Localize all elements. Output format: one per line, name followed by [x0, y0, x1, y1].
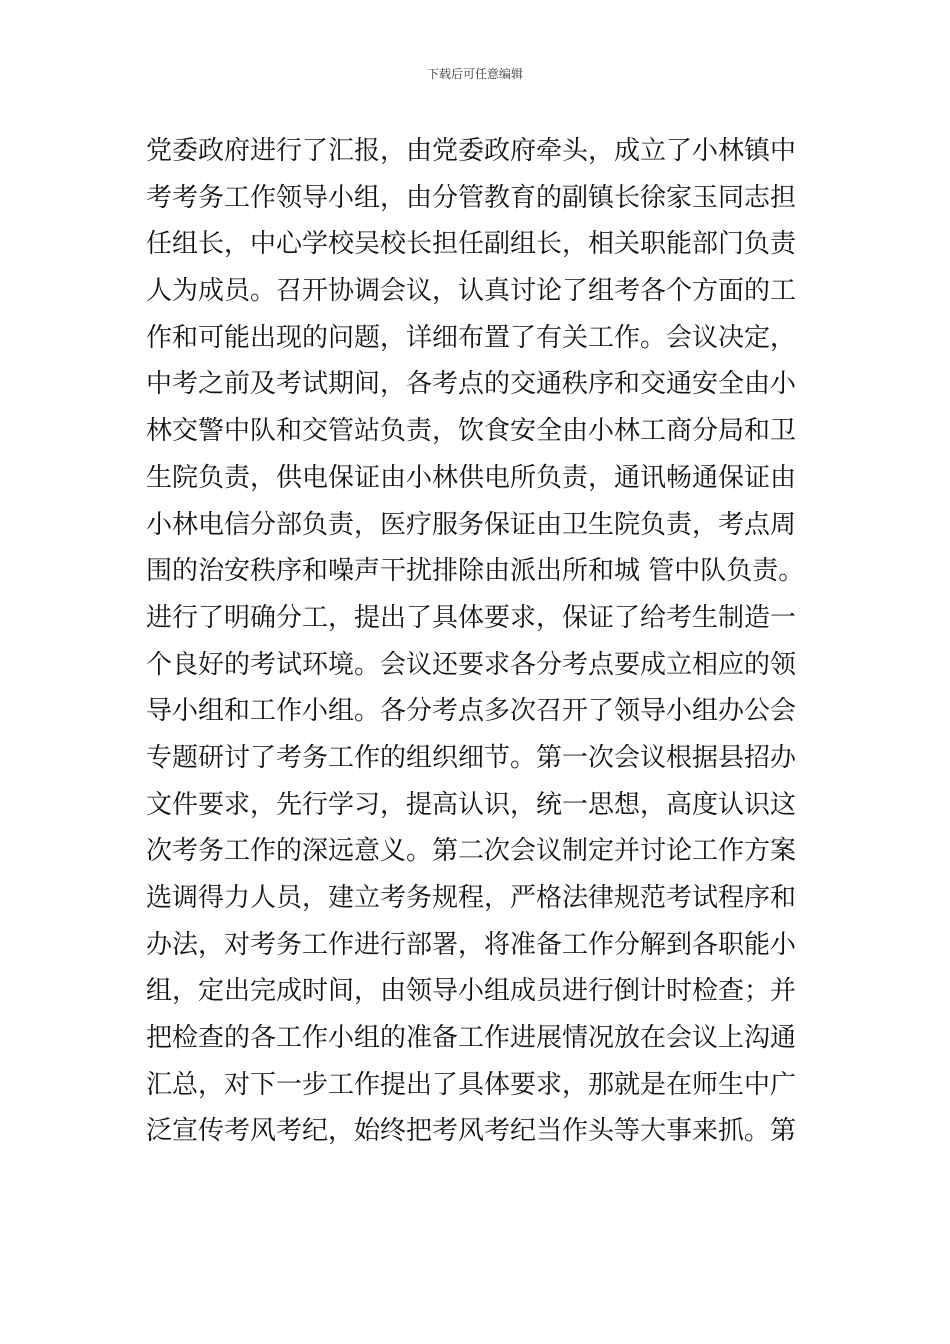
text-line: 人为成员。召开协调会议，认真讨论了组考各个方面的工	[146, 276, 797, 307]
text-line: 围的治安秩序和噪声干扰排除由派出所和城 管中队负责。	[146, 556, 805, 587]
text-line: 文件要求，先行学习，提高认识，统一思想，高度认识这	[146, 789, 797, 820]
text-line: 组，定出完成时间，由领导小组成员进行倒计时检查；并	[146, 976, 797, 1007]
text-line: 进行了明确分工，提出了具体要求，保证了给考生制造一	[146, 602, 797, 633]
body-text	[146, 128, 816, 1155]
text-line: 生院负责，供电保证由小林供电所负责，通讯畅通保证由	[146, 462, 797, 493]
text-line: 专题研讨了考务工作的组织细节。第一次会议根据县招办	[146, 742, 797, 773]
text-line: 任组长，中心学校吴校长担任副组长，相关职能部门负责	[146, 229, 797, 260]
text-line: 小林电信分部负责，医疗服务保证由卫生院负责，考点周	[146, 509, 797, 540]
text-line: 中考之前及考试期间，各考点的交通秩序和交通安全由小	[146, 369, 797, 400]
text-line: 作和可能出现的问题，详细布置了有关工作。会议决定，	[146, 322, 797, 353]
text-line: 考考务工作领导小组，由分管教育的副镇长徐家玉同志担	[146, 182, 797, 213]
text-line: 办法，对考务工作进行部署，将准备工作分解到各职能小	[146, 929, 797, 960]
page-header-note: 下载后可任意编辑	[426, 67, 523, 81]
text-line: 泛宣传考风考纪，始终把考风考纪当作头等大事来抓。第	[146, 1116, 797, 1147]
text-line: 汇总，对下一步工作提出了具体要求，那就是在师生中广	[146, 1069, 797, 1100]
text-line: 林交警中队和交管站负责，饮食安全由小林工商分局和卫	[146, 416, 797, 447]
text-line: 党委政府进行了汇报，由党委政府牵头，成立了小林镇中	[146, 136, 797, 166]
text-line: 导小组和工作小组。各分考点多次召开了领导小组办公会	[146, 696, 797, 727]
text-line: 把检查的各工作小组的准备工作进展情况放在会议上沟通	[146, 1023, 797, 1054]
text-line: 选调得力人员，建立考务规程，严格法律规范考试程序和	[146, 883, 797, 913]
text-line: 次考务工作的深远意义。第二次会议制定并讨论工作方案	[146, 836, 797, 867]
text-line: 个良好的考试环境。会议还要求各分考点要成立相应的领	[146, 649, 797, 680]
